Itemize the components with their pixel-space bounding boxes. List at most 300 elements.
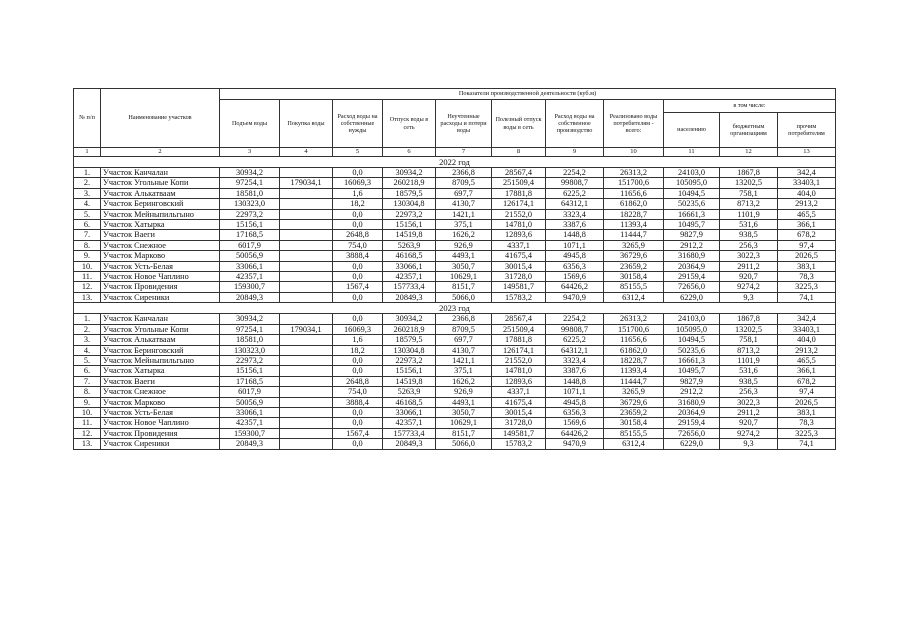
other-cell: 678,2 [778,230,836,240]
production-cell: 9470,9 [546,439,604,449]
budget-cell: 1867,8 [720,168,778,178]
table-row [74,345,836,355]
other-cell: 3225,3 [778,282,836,292]
supply-cell: 42357,1 [383,272,436,282]
purchase-cell [280,272,333,282]
row-number-cell: 1. [74,168,101,178]
lifting-cell: 15156,1 [220,366,280,376]
sold-cell: 3265,9 [604,387,664,397]
header-other: прочим потребителям [778,113,836,148]
supply-cell: 130304,8 [383,345,436,355]
supply-cell: 14519,8 [383,376,436,386]
useful-cell: 31728,0 [492,418,546,428]
population-cell: 50235,6 [664,345,720,355]
header-sold: Реализовано воды потребителям - всего: [604,100,664,148]
sold-cell: 3265,9 [604,240,664,250]
row-number-cell: 7. [74,376,101,386]
production-cell: 4945,8 [546,251,604,261]
row-number-cell: 10. [74,407,101,417]
table-row [74,199,836,209]
other-cell: 33403,1 [778,324,836,334]
table-row [74,178,836,188]
useful-cell: 149581,7 [492,428,546,438]
losses-cell: 10629,1 [436,272,492,282]
table-row [74,355,836,365]
useful-cell: 41675,4 [492,251,546,261]
year-section-row [74,303,836,314]
site-name-cell: Участок Ваеги [101,230,220,240]
budget-cell: 9,3 [720,292,778,302]
row-number-cell: 3. [74,335,101,345]
population-cell: 16661,3 [664,355,720,365]
table-row [74,387,836,397]
table-row [74,314,836,324]
population-cell: 10494,5 [664,335,720,345]
column-number: 3 [220,148,280,157]
production-cell: 6225,2 [546,188,604,198]
budget-cell: 2911,2 [720,407,778,417]
table-row [74,439,836,449]
other-cell: 366,1 [778,220,836,230]
population-cell: 16661,3 [664,209,720,219]
column-number: 5 [333,148,383,157]
population-cell: 105095,0 [664,178,720,188]
site-name-cell: Участок Провидения [101,282,220,292]
own-needs-cell: 0,0 [333,418,383,428]
water-indicators-table [73,88,836,450]
production-cell: 1071,1 [546,387,604,397]
year-label: 2022 год [74,157,836,168]
sold-cell: 18228,7 [604,209,664,219]
budget-cell: 8713,2 [720,345,778,355]
purchase-cell [280,345,333,355]
site-name-cell: Участок Новое Чаплино [101,272,220,282]
column-number: 11 [664,148,720,157]
sold-cell: 23659,2 [604,407,664,417]
table-row [74,407,836,417]
budget-cell: 938,5 [720,230,778,240]
lifting-cell: 130323,0 [220,345,280,355]
own-needs-cell: 18,2 [333,199,383,209]
useful-cell: 21552,0 [492,209,546,219]
site-name-cell: Участок Провидения [101,428,220,438]
table-row [74,209,836,219]
header-useful: Полезный отпуск воды в сеть [492,100,546,148]
sold-cell: 6312,4 [604,292,664,302]
budget-cell: 758,1 [720,188,778,198]
table-row [74,230,836,240]
sold-cell: 151700,6 [604,178,664,188]
losses-cell: 8151,7 [436,428,492,438]
population-cell: 9827,9 [664,230,720,240]
production-cell: 6356,3 [546,407,604,417]
losses-cell: 5066,0 [436,439,492,449]
production-cell: 2254,2 [546,168,604,178]
purchase-cell [280,220,333,230]
budget-cell: 13202,5 [720,324,778,334]
own-needs-cell: 18,2 [333,345,383,355]
purchase-cell [280,314,333,324]
budget-cell: 9,3 [720,439,778,449]
losses-cell: 1421,1 [436,355,492,365]
purchase-cell [280,387,333,397]
useful-cell: 17881,8 [492,188,546,198]
other-cell: 366,1 [778,366,836,376]
purchase-cell [280,251,333,261]
own-needs-cell: 1567,4 [333,428,383,438]
purchase-cell [280,366,333,376]
population-cell: 6229,0 [664,292,720,302]
lifting-cell: 20849,3 [220,439,280,449]
budget-cell: 1101,9 [720,355,778,365]
sold-cell: 61862,0 [604,199,664,209]
row-number-cell: 10. [74,261,101,271]
lifting-cell: 17168,5 [220,230,280,240]
sold-cell: 61862,0 [604,345,664,355]
sold-cell: 11656,6 [604,188,664,198]
lifting-cell: 22973,2 [220,209,280,219]
useful-cell: 4337,1 [492,240,546,250]
lifting-cell: 130323,0 [220,199,280,209]
population-cell: 2912,2 [664,240,720,250]
supply-cell: 46168,5 [383,397,436,407]
row-number-cell: 2. [74,324,101,334]
column-number: 7 [436,148,492,157]
row-number-cell: 4. [74,199,101,209]
budget-cell: 3022,3 [720,251,778,261]
supply-cell: 14519,8 [383,230,436,240]
useful-cell: 41675,4 [492,397,546,407]
supply-cell: 130304,8 [383,199,436,209]
column-number: 12 [720,148,778,157]
population-cell: 10494,5 [664,188,720,198]
year-section-row [74,157,836,168]
site-name-cell: Участок Угольные Копи [101,324,220,334]
header-losses: Неучтенные расходы и потери воды [436,100,492,148]
sold-cell: 36729,6 [604,251,664,261]
budget-cell: 256,3 [720,387,778,397]
row-number-cell: 9. [74,397,101,407]
sold-cell: 36729,6 [604,397,664,407]
losses-cell: 10629,1 [436,418,492,428]
row-number-cell: 12. [74,428,101,438]
sold-cell: 85155,5 [604,428,664,438]
other-cell: 383,1 [778,261,836,271]
header-lifting: Подъем воды [220,100,280,148]
site-name-cell: Участок Алькатваам [101,335,220,345]
site-name-cell: Участок Сиреники [101,292,220,302]
lifting-cell: 6017,9 [220,240,280,250]
losses-cell: 4130,7 [436,345,492,355]
lifting-cell: 42357,1 [220,272,280,282]
row-number-cell: 5. [74,209,101,219]
site-name-cell: Участок Канчалан [101,314,220,324]
column-number: 13 [778,148,836,157]
sold-cell: 11393,4 [604,220,664,230]
sold-cell: 11393,4 [604,366,664,376]
supply-cell: 18579,5 [383,188,436,198]
row-number-cell: 4. [74,345,101,355]
budget-cell: 758,1 [720,335,778,345]
header-production: Расход воды на собственное производство [546,100,604,148]
site-name-cell: Участок Марково [101,397,220,407]
own-needs-cell: 0,0 [333,314,383,324]
population-cell: 72656,0 [664,282,720,292]
table-row [74,240,836,250]
useful-cell: 12893,6 [492,230,546,240]
header-budget: бюджетным организациям [720,113,778,148]
production-cell: 2254,2 [546,314,604,324]
other-cell: 3225,3 [778,428,836,438]
losses-cell: 375,1 [436,220,492,230]
losses-cell: 8709,5 [436,178,492,188]
column-number: 2 [101,148,220,157]
budget-cell: 531,6 [720,366,778,376]
production-cell: 1569,6 [546,272,604,282]
population-cell: 29159,4 [664,418,720,428]
lifting-cell: 17168,5 [220,376,280,386]
own-needs-cell: 1,6 [333,188,383,198]
sold-cell: 11444,7 [604,376,664,386]
purchase-cell [280,439,333,449]
purchase-cell [280,282,333,292]
useful-cell: 251509,4 [492,178,546,188]
other-cell: 78,3 [778,418,836,428]
lifting-cell: 97254,1 [220,324,280,334]
sold-cell: 26313,2 [604,314,664,324]
other-cell: 2913,2 [778,199,836,209]
production-cell: 3323,4 [546,355,604,365]
lifting-cell: 50056,9 [220,397,280,407]
site-name-cell: Участок Марково [101,251,220,261]
site-name-cell: Участок Хатырка [101,220,220,230]
row-number-cell: 7. [74,230,101,240]
table-row [74,292,836,302]
own-needs-cell: 0,0 [333,220,383,230]
own-needs-cell: 16069,3 [333,178,383,188]
production-cell: 3323,4 [546,209,604,219]
own-needs-cell: 3888,4 [333,397,383,407]
column-number: 4 [280,148,333,157]
lifting-cell: 50056,9 [220,251,280,261]
own-needs-cell: 0,0 [333,292,383,302]
useful-cell: 126174,1 [492,199,546,209]
header-including: в том числе: [664,100,836,113]
useful-cell: 28567,4 [492,168,546,178]
table-row [74,428,836,438]
supply-cell: 260218,9 [383,178,436,188]
own-needs-cell: 1,6 [333,335,383,345]
supply-cell: 260218,9 [383,324,436,334]
table-row [74,272,836,282]
population-cell: 24103,0 [664,168,720,178]
other-cell: 342,4 [778,314,836,324]
own-needs-cell: 3888,4 [333,251,383,261]
table-row [74,335,836,345]
row-number-cell: 3. [74,188,101,198]
supply-cell: 20849,3 [383,439,436,449]
lifting-cell: 20849,3 [220,292,280,302]
supply-cell: 18579,5 [383,335,436,345]
population-cell: 6229,0 [664,439,720,449]
population-cell: 20364,9 [664,407,720,417]
own-needs-cell: 0,0 [333,261,383,271]
column-number: 1 [74,148,101,157]
row-number-cell: 13. [74,292,101,302]
production-cell: 4945,8 [546,397,604,407]
site-name-cell: Участок Хатырка [101,366,220,376]
lifting-cell: 159300,7 [220,428,280,438]
other-cell: 97,4 [778,240,836,250]
lifting-cell: 42357,1 [220,418,280,428]
own-needs-cell: 0,0 [333,407,383,417]
own-needs-cell: 754,0 [333,387,383,397]
site-name-cell: Участок Беринговский [101,345,220,355]
other-cell: 404,0 [778,188,836,198]
useful-cell: 17881,8 [492,335,546,345]
header-name: Наименование участков [101,89,220,148]
production-cell: 1448,8 [546,230,604,240]
useful-cell: 31728,0 [492,272,546,282]
site-name-cell: Участок Ваеги [101,376,220,386]
own-needs-cell: 2648,8 [333,376,383,386]
row-number-cell: 5. [74,355,101,365]
purchase-cell [280,199,333,209]
own-needs-cell: 0,0 [333,168,383,178]
own-needs-cell: 0,0 [333,439,383,449]
row-number-cell: 12. [74,282,101,292]
supply-cell: 5263,9 [383,240,436,250]
header-num: № п/п [74,89,101,148]
own-needs-cell: 1567,4 [333,282,383,292]
budget-cell: 13202,5 [720,178,778,188]
column-number: 6 [383,148,436,157]
production-cell: 3387,6 [546,220,604,230]
supply-cell: 30934,2 [383,314,436,324]
purchase-cell: 179034,1 [280,324,333,334]
budget-cell: 9274,2 [720,428,778,438]
other-cell: 97,4 [778,387,836,397]
lifting-cell: 33066,1 [220,261,280,271]
other-cell: 74,1 [778,439,836,449]
site-name-cell: Участок Усть-Белая [101,407,220,417]
lifting-cell: 30934,2 [220,314,280,324]
population-cell: 20364,9 [664,261,720,271]
row-number-cell: 6. [74,220,101,230]
population-cell: 2912,2 [664,387,720,397]
supply-cell: 15156,1 [383,366,436,376]
other-cell: 678,2 [778,376,836,386]
population-cell: 24103,0 [664,314,720,324]
useful-cell: 149581,7 [492,282,546,292]
table-row [74,397,836,407]
losses-cell: 697,7 [436,335,492,345]
production-cell: 6225,2 [546,335,604,345]
own-needs-cell: 0,0 [333,366,383,376]
header-group: Показатели производственной деятельности (куб.м) [220,89,836,100]
purchase-cell [280,230,333,240]
lifting-cell: 22973,2 [220,355,280,365]
supply-cell: 33066,1 [383,407,436,417]
losses-cell: 3050,7 [436,261,492,271]
row-number-cell: 13. [74,439,101,449]
useful-cell: 14781,0 [492,366,546,376]
table-row [74,220,836,230]
supply-cell: 22973,2 [383,209,436,219]
table-header [74,89,836,157]
document-page [73,88,836,450]
lifting-cell: 6017,9 [220,387,280,397]
site-name-cell: Участок Канчалан [101,168,220,178]
supply-cell: 42357,1 [383,418,436,428]
purchase-cell [280,397,333,407]
losses-cell: 4493,1 [436,251,492,261]
header-purchase: Покупка воды [280,100,333,148]
header-population: населению [664,113,720,148]
supply-cell: 46168,5 [383,251,436,261]
table-row [74,418,836,428]
column-number: 8 [492,148,546,157]
purchase-cell [280,168,333,178]
losses-cell: 1626,2 [436,376,492,386]
sold-cell: 11656,6 [604,335,664,345]
population-cell: 10495,7 [664,220,720,230]
budget-cell: 920,7 [720,418,778,428]
row-number-cell: 2. [74,178,101,188]
header-supply: Отпуск воды в сеть [383,100,436,148]
own-needs-cell: 754,0 [333,240,383,250]
column-number: 9 [546,148,604,157]
purchase-cell [280,261,333,271]
losses-cell: 8709,5 [436,324,492,334]
sold-cell: 18228,7 [604,355,664,365]
useful-cell: 14781,0 [492,220,546,230]
other-cell: 2913,2 [778,345,836,355]
sold-cell: 26313,2 [604,168,664,178]
site-name-cell: Участок Усть-Белая [101,261,220,271]
column-number-row [74,148,836,157]
losses-cell: 3050,7 [436,407,492,417]
losses-cell: 926,9 [436,387,492,397]
sold-cell: 23659,2 [604,261,664,271]
supply-cell: 30934,2 [383,168,436,178]
losses-cell: 8151,7 [436,282,492,292]
site-name-cell: Участок Алькатваам [101,188,220,198]
losses-cell: 4493,1 [436,397,492,407]
site-name-cell: Участок Новое Чаплино [101,418,220,428]
losses-cell: 1626,2 [436,230,492,240]
purchase-cell [280,240,333,250]
other-cell: 342,4 [778,168,836,178]
other-cell: 78,3 [778,272,836,282]
table-row [74,376,836,386]
purchase-cell [280,292,333,302]
supply-cell: 33066,1 [383,261,436,271]
purchase-cell [280,418,333,428]
own-needs-cell: 0,0 [333,355,383,365]
table-row [74,251,836,261]
population-cell: 105095,0 [664,324,720,334]
useful-cell: 15783,2 [492,292,546,302]
purchase-cell [280,376,333,386]
losses-cell: 2366,8 [436,168,492,178]
site-name-cell: Участок Мейныпильгыно [101,209,220,219]
supply-cell: 157733,4 [383,282,436,292]
purchase-cell [280,355,333,365]
other-cell: 2026,5 [778,251,836,261]
table-row [74,168,836,178]
production-cell: 99808,7 [546,178,604,188]
